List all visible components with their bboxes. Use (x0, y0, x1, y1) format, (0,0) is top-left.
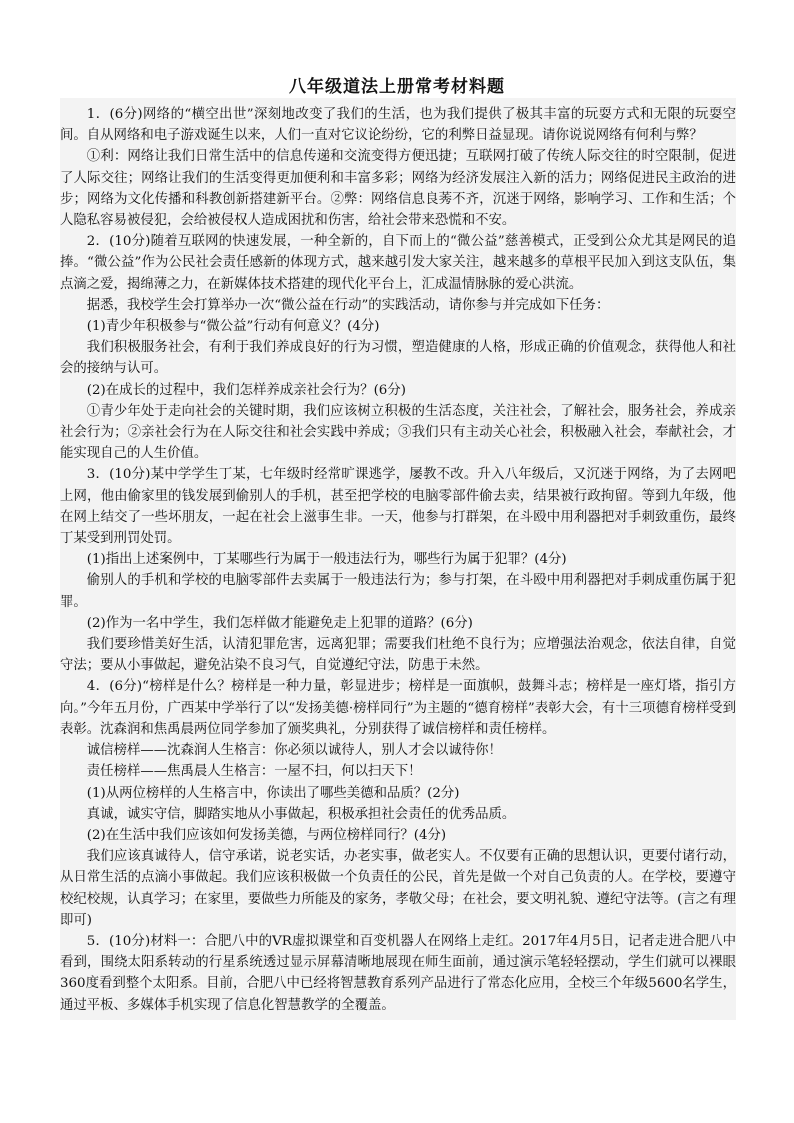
question-3: 3．(10分)某中学学生丁某，七年级时经常旷课逃学，屡教不改。升入八年级后，又沉迷于网络，为了去网吧上网，他由偷家里的钱发展到偷别人的手机，甚至把学校的电脑零部件偷去卖，结果被行政拘留。等到九年级，他在网上结交了一些坏朋友，一起在社会上滋事生非。一天，他参与打群架，在斗殴中用利器把对手刺致重伤，最终丁某受到刑罚处罚。 (60, 467, 736, 547)
question-4: 4．(6分)“榜样是什么？榜样是一种力量，彰显进步；榜样是一面旗帜，鼓舞斗志；榜样是一座灯塔，指引方向。”今年五月份，广西某中学举行了以“发扬美德·榜样同行”为主题的“德育榜样”表彰大会，有十三项德育榜样受到表彰。沈森润和焦禹晨两位同学参加了颁奖典礼，分别获得了诚信榜样和责任榜样。 (60, 679, 736, 737)
question-4-sub-2: (2)在生活中我们应该如何发扬美德，与两位榜样同行？(4分) (86, 827, 447, 843)
question-2-task: 据悉，我校学生会打算举办一次“微公益在行动”的实践活动，请你参与并完成如下任务： (86, 297, 610, 313)
question-4-motto-2: 责任榜样——焦禹晨人生格言：一屋不扫，何以扫天下！ (86, 764, 422, 780)
answer-4-sub-2: 我们应该真诚待人，信守承诺，说老实话，办老实事，做老实人。不仅要有正确的思想认识，更要付诸行动，从日常生活的点滴小事做起。我们应该积极做一个负责任的公民，首先是做一个对自己负责的人。在学校，要遵守校纪校规，认真学习；在家里，要做些力所能及的家务，孝敬父母；在社会，要文明礼貌、遵纪守法等。(言之有理即可) (60, 849, 736, 928)
question-1: 1．(6分)网络的“横空出世”深刻地改变了我们的生活，也为我们提供了极其丰富的玩耍方式和无限的玩耍空间。自从网络和电子游戏诞生以来，人们一直对它议论纷纷，它的利弊日益显现。请你说说网络有何利与弊？ (60, 107, 736, 144)
answer-4-sub-1: 真诚，诚实守信，脚踏实地从小事做起，积极承担社会责任的优秀品质。 (86, 806, 516, 822)
document-body (60, 98, 736, 1020)
question-2-sub-1: (1)青少年积极参与“微公益”行动有何意义？(4分) (86, 319, 380, 335)
document-title: 八年级道法上册常考材料题 (289, 77, 505, 97)
question-3-sub-2: (2)作为一名中学生，我们怎样做才能避免走上犯罪的道路？(6分) (86, 615, 473, 631)
answer-1: ①利：网络让我们日常生活中的信息传递和交流变得方便迅捷；互联网打破了传统人际交往的时空限制，促进了人际交往；网络让我们的生活变得更加便利和丰富多彩；网络为经济发展注入新的活力；网络促进民主政治的进步；网络为文化传播和科教创新搭建新平台。②弊：网络信息良莠不齐，沉迷于网络，影响学习、工作和生活；个人隐私容易被侵犯，会给被侵权人造成困扰和伤害，给社会带来恐慌和不安。 (60, 149, 736, 229)
question-4-motto-1: 诚信榜样——沈森润人生格言：你必须以诚待人，别人才会以诚待你！ (86, 743, 502, 759)
answer-2-sub-1: 我们积极服务社会，有利于我们养成良好的行为习惯，塑造健康的人格，形成正确的价值观念，获得他人和社会的接纳与认可。 (60, 340, 736, 377)
question-5: 5．(10分)材料一：合肥八中的VR虚拟课堂和百变机器人在网络上走红。2017年4月5日，记者走进合肥八中看到，围绕太阳系转动的行星系统透过显示屏幕清晰地展现在师生面前，通过演示笔轻轻摆动，学生们就可以裸眼360度看到整个太阳系。目前，合肥八中已经将智慧教育系列产品进行了常态化应用，全校三个年级5600名学生，通过平板、多媒体手机实现了信息化智慧教学的全覆盖。 (60, 933, 736, 1013)
answer-3-sub-1: 偷别人的手机和学校的电脑零部件去卖属于一般违法行为；参与打架，在斗殴中用利器把对手刺成重伤属于犯罪。 (60, 573, 736, 610)
question-3-sub-1: (1)指出上述案例中，丁某哪些行为属于一般违法行为，哪些行为属于犯罪？(4分) (86, 552, 567, 568)
question-2: 2．(10分)随着互联网的快速发展，一种全新的，自下而上的“微公益”慈善模式，正受到公众尤其是网民的追捧。“微公益”作为公民社会责任感新的体现方式，越来越引发大家关注，越来越多的草根平民加入到这支队伍，集点滴之爱，揭绵薄之力，在新媒体技术搭建的现代化平台上，汇成温情脉脉的爱心洪流。 (60, 234, 736, 292)
answer-2-sub-2: ①青少年处于走向社会的关键时期，我们应该树立积极的生活态度，关注社会，了解社会，服务社会，养成亲社会行为；②亲社会行为在人际交往和社会实践中养成；③我们只有主动关心社会，积极融入社会，奉献社会，才能实现自己的人生价值。 (60, 403, 736, 462)
answer-3-sub-2: 我们要珍惜美好生活，认清犯罪危害，远离犯罪；需要我们杜绝不良行为；应增强法治观念，依法自律，自觉守法；要从小事做起，避免沾染不良习气，自觉遵纪守法，防患于未然。 (60, 637, 736, 674)
question-4-sub-1: (1)从两位榜样的人生格言中，你读出了哪些美德和品质？(2分) (86, 785, 460, 801)
question-2-sub-2: (2)在成长的过程中，我们怎样养成亲社会行为？(6分) (86, 382, 406, 398)
